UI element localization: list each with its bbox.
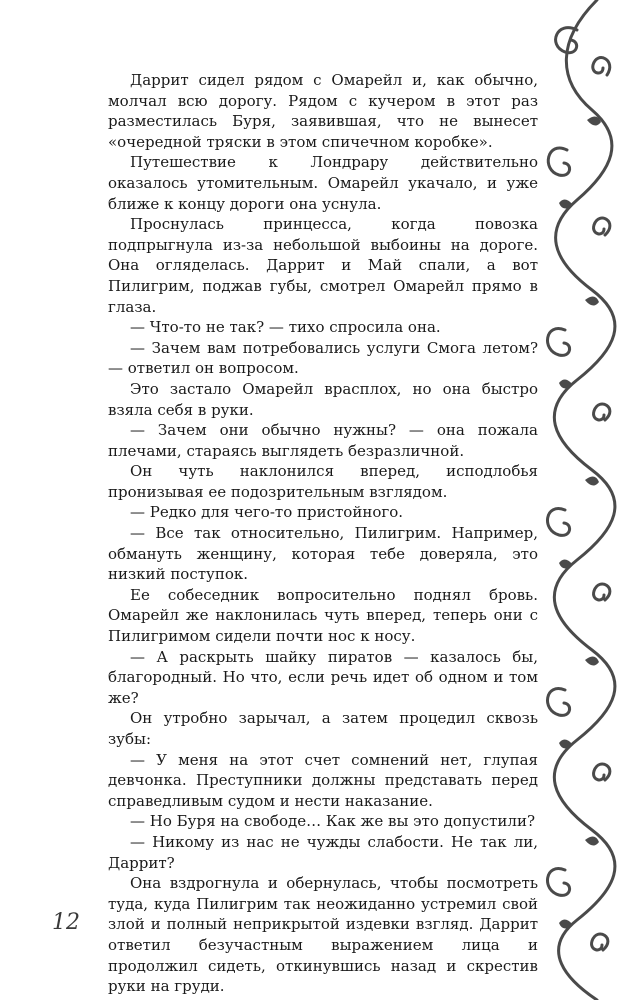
paragraph: Она вздрогнула и обернулась, чтобы посмотреть туда, куда Пилигрим так неожиданно устремил свой злой и полный неприкрытой издевки взгляд. Даррит ответил безучастным выражением лица и продолжил сидеть, откинувшись назад и скрестив руки на груди. [108, 874, 538, 996]
paragraph: Ее собеседник вопросительно поднял бровь. Омарейл же наклонилась чуть вперед, теперь они с Пилигримом сидели почти нос к носу. [108, 585, 538, 646]
swirl-vine-icon [537, 0, 619, 1000]
paragraph: Путешествие к Лондрару действительно оказалось утомительным. Омарейл укачало, и уже ближе к концу дороги она уснула. [108, 153, 538, 213]
paragraph: — Но Буря на свободе… Как же вы это допустили? [130, 812, 535, 831]
paragraph: — У меня на этот счет сомнений нет, глупая девчонка. Преступники должны представать перед справедливым судом и нести наказание. [108, 750, 538, 810]
paragraph: Проснулась принцесса, когда повозка подпрыгнула из-за небольшой выбоины на дороге. Она огляделась. Даррит и Май спали, а вот Пилигрим, поджав губы, смотрел Омарейл прямо в глаза. [108, 215, 538, 316]
paragraph: — А раскрыть шайку пиратов — казалось бы, благородный. Но что, если речь идет об одном и том же? [108, 647, 538, 707]
paragraph: — Что-то не так? — тихо спросила она. [130, 318, 441, 337]
page-number: 12 [52, 910, 80, 935]
paragraph: Даррит сидел рядом с Омарейл и, как обычно, молчал всю дорогу. Рядом с кучером в этот раз разместилась Буря, заявившая, что не вынесет «очередной тряски в этом спичечном коробке». [108, 71, 538, 151]
paragraph: — Зачем они обычно нужны? — она пожала плечами, стараясь выглядеть безразличной. [108, 421, 538, 460]
paragraph: — Редко для чего-то пристойного. [130, 503, 404, 522]
page-text [108, 70, 538, 997]
paragraph: Он утробно зарычал, а затем процедил сквозь зубы: [108, 709, 538, 748]
paragraph: Он чуть наклонился вперед, исподлобья пронизывая ее подозрительным взглядом. [108, 462, 538, 501]
paragraph: — Зачем вам потребовались услуги Смога летом? — ответил он вопросом. [108, 338, 538, 378]
paragraph: Это застало Омарейл врасплох, но она быстро взяла себя в руки. [108, 379, 538, 419]
paragraph: — Никому из нас не чужды слабости. Не так ли, Даррит? [108, 832, 538, 872]
paragraph: — Все так относительно, Пилигрим. Например, обмануть женщину, которая тебе доверяла, это низкий поступок. [108, 524, 538, 584]
